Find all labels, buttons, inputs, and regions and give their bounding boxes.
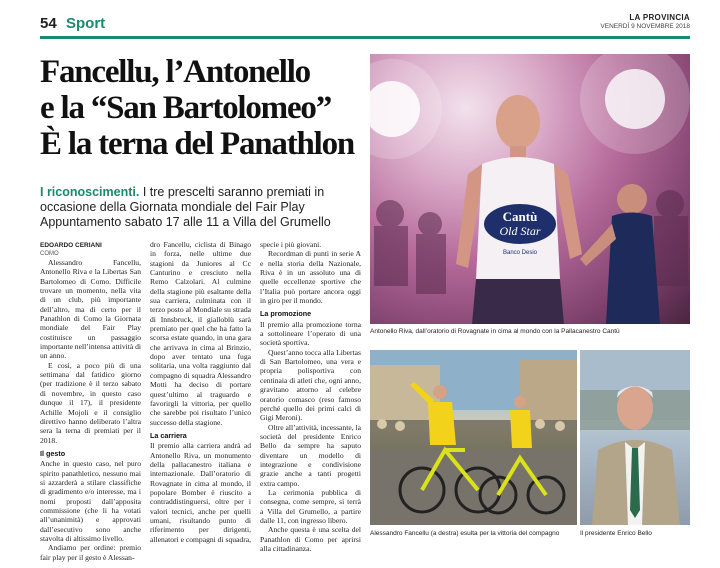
- jersey-sponsor: Banco Desio: [502, 250, 538, 256]
- page-number: 54: [40, 15, 57, 32]
- article-column-1: [40, 258, 141, 562]
- headline-line-3: È la terna del Panathlon: [40, 126, 355, 162]
- headline-line-2: e la “San Bartolomeo”: [40, 90, 332, 126]
- paragraph: dro Fancellu, ciclista di Binago in forza, nelle ultime due stagioni da Juniores al Cc Canturino e cresciuto nella Remo Calzolari. Al culmine della stagione più esaltante della sua carriera, culminata con il terzo posto al Mondiale su strada di Innsbruck, il gialloblù sarà premiato per quel che ha fatto la scorsa estate quando, in una gara che arrivava in cima al Brinzio, dopo aver tentato una fuga solitaria, una volta raggiunto dal compagno di squadra Alessandro Motti ha deciso di portare quest’ultimo al traguardo e favorirgli la vittoria, per quello che sarebbe poi risultato l’unico successo della stagione.: [150, 240, 251, 427]
- paragraph: Anche questa è una scelta del Panathlon di Como per aprirsi alla cittadinanza.: [260, 525, 361, 553]
- byline-author: EDOARDO CERIANI: [40, 242, 102, 249]
- paragraph: Anche in questo caso, nel puro spirito panathletico, nessuno mai si azzarderà a stilare classifiche di gradimento e/o interesse, ma i nomi proposti dall’apposita commissione (che li ha votati all’unanimità) e approvati dall’esecutivo sono anche stavolta di altissimo livello.: [40, 459, 141, 543]
- subheadline: [40, 185, 365, 230]
- photo-president: [580, 350, 690, 525]
- subhead-kicker: I riconoscimenti.: [40, 185, 140, 199]
- caption-main-photo: Antonello Riva, dall’oratorio di Rovagnate in cima al mondo con la Pallacanestro Cantù: [370, 328, 620, 335]
- issue-date: VENERDÌ 9 NOVEMBRE 2018: [600, 23, 690, 30]
- caption-cycling-photo: Alessandro Fancellu (a destra) esulta per la vittoria del compagno: [370, 530, 560, 537]
- headline-line-1: Fancellu, l’Antonello: [40, 54, 310, 90]
- cyclists-illustration: [370, 350, 577, 525]
- paragraph: Alessandro Fancellu, Antonello Riva e la Libertas San Bartolomeo di Como. Difficile trovare un momento, nella vita di un club, più importante dell’altro, ma di certo per il Panathlon di Como la Giornata mondiale del Fair Play costituisce un passaggio importante nell’intensa attività di un anno.: [40, 258, 142, 361]
- section-heading-carriera: La carriera: [150, 430, 187, 440]
- paragraph: Andiamo per ordine: premio fair play per il gesto è Alessan-: [40, 543, 141, 562]
- president-portrait-illustration: [580, 350, 690, 525]
- section-title[interactable]: Sport: [66, 15, 106, 32]
- paragraph: La cerimonia pubblica di consegna, come sempre, si terrà a Villa del Grumello, a partire dalle 11, con ingresso libero.: [260, 487, 361, 525]
- paragraph: Oltre all’attività, incessante, la società del presidente Enrico Bello da sempre ha saputo diventare un modello di integrazione e condivisione grazie anche a tanti progetti extra campo.: [260, 422, 361, 488]
- basketball-player-illustration: [370, 54, 690, 324]
- paragraph: Quest’anno tocca alla Libertas di San Bartolomeo, una vera e propria polisportiva con centinaia di atleti che, ogni anno, gravitano attorno al celebre oratorio comasco (reso famoso perché quello dei primi calci di Gigi Meroni).: [260, 347, 361, 423]
- section-heading-promozione: La promozione: [260, 309, 312, 319]
- paragraph: Il premio alla carriera andrà ad Antonello Riva, un monumento della pallacanestro italiana e internazionale. Dall’oratorio di Rovagnate in cima al mondo, il popolare Bomber è riuscito a contraddistinguersi, oltre per i valori tecnici, anche per quelli umani, risultando punto di riferimento per dirigenti, allenatori e compagni di squadra,: [150, 441, 252, 544]
- jersey-text-1: Cantù: [502, 209, 538, 224]
- caption-president-photo: Il presidente Enrico Bello: [580, 530, 652, 537]
- page-header: [40, 13, 690, 35]
- newspaper-name: LA PROVINCIA: [629, 13, 690, 22]
- headline: [40, 54, 365, 162]
- section-heading-gesto: Il gesto: [40, 448, 66, 458]
- header-rule: [40, 36, 690, 39]
- article-column-3: [260, 240, 361, 553]
- subhead-text: I tre prescelti saranno premiati in occasione della Giornata mondiale del Fair Play Appuntamento sabato 17 alle 11 a Villa del Grumello: [40, 185, 331, 229]
- paragraph: specie i più giovani.: [260, 240, 322, 249]
- photo-cyclists: [370, 350, 577, 525]
- photo-antonello-riva: [370, 54, 690, 324]
- paragraph: Il premio alla promozione torna a sottolineare l’operato di una società sportiva.: [260, 319, 361, 348]
- byline-location: COMO: [40, 251, 59, 257]
- paragraph: E così, a poco più di una settimana dal fatidico giorno (per tradizione è il terzo sabato di novembre, in questo caso dunque il 17), il presidente Achille Mojoli e il consiglio direttivo hanno deliberato l’altra sera la terna di premiati per il 2018.: [40, 360, 141, 445]
- article-column-2: [150, 240, 251, 544]
- paragraph: Recordman di punti in serie A e nella storia della Nazionale, Riva è in un assoluto una di quelle eccellenze sportive che l’Italia può portare ancora oggi in giro per il mondo.: [260, 249, 361, 306]
- jersey-text-2: Old Star: [499, 224, 541, 238]
